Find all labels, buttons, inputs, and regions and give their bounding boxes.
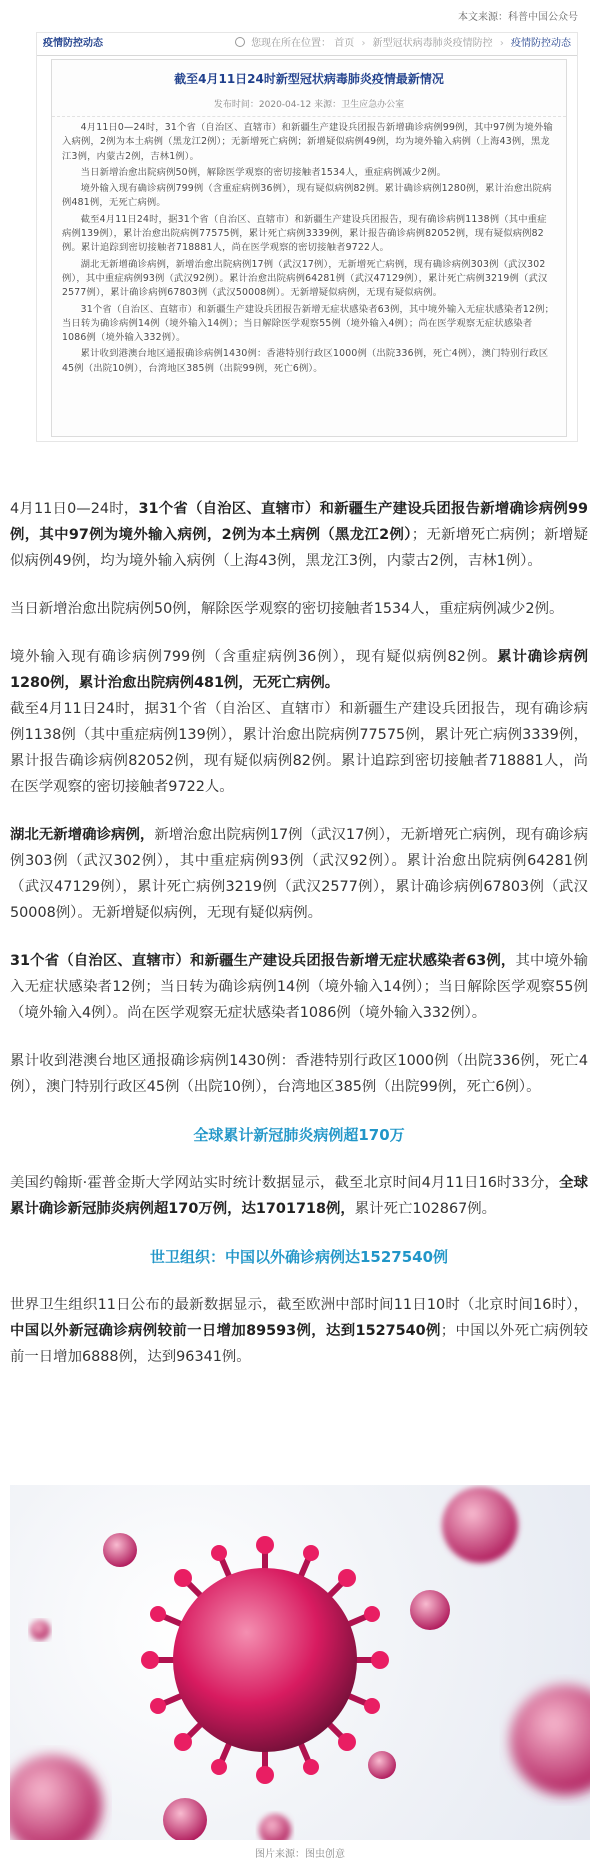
notice-paragraph: 31个省（自治区、直辖市）和新疆生产建设兵团报告新增无症状感染者63例，其中境外输入无症状感染者12例；当日转为确诊病例14例（境外输入14例）；当日解除医学观察55例（境外输入4例）；尚在医学观察无症状感染者1086例（境外输入332例）。 [62,303,555,344]
breadcrumb-separator: › [361,38,366,49]
text-run: 4月11日0—24时， [10,501,139,517]
bold-run: 31个省（自治区、直辖市）和新疆生产建设兵团报告新增无症状感染者63例， [10,953,516,969]
paragraph-asymptomatic [10,948,588,1026]
notice-card [51,59,567,437]
image-credit: 图片来源：图虫创意 [255,1849,345,1860]
text-run: 新增治愈出院病例17例（武汉17例），无新增死亡病例，现有确诊病例303例（武汉302例），其中重症病例93例（武汉92例）。累计治愈出院病例64281例（武汉47129例），累计死亡病例3219例（武汉2577例），累计确诊病例67803例（武汉50008例）。无新增疑似病例，无现有疑似病例。 [10,827,588,921]
article-source: 本文来源：科普中国公众号 [458,12,578,23]
paragraph-recovered: 当日新增治愈出院病例50例，解除医学观察的密切接触者1534人，重症病例减少2例。 [10,601,564,617]
paragraph-daily-new [10,496,588,574]
breadcrumb-section[interactable]: 新型冠状病毒肺炎疫情防控 [372,38,493,49]
section-heading-global: 全球累计新冠肺炎病例超170万 [193,1126,405,1144]
text-run: ；无新增死亡病例；新增疑似病例49例，均为境外输入病例（上海43例，黑龙江3例，内蒙古2例，吉林1例）。 [10,527,588,569]
bold-run: 中国以外新冠确诊病例较前一日增加89593例，达到1527540例 [10,1323,441,1339]
virus-illustration-svg [10,1485,590,1840]
breadcrumb-current[interactable]: 疫情防控动态 [511,38,571,49]
bold-run: 31个省（自治区、直辖市）和新疆生产建设兵团报告新增确诊病例99例，其中97例为境外输入病例，2例为本土病例（黑龙江2例） [10,501,588,543]
breadcrumb-prefix: 您现在所在位置： [251,38,332,49]
article-body [10,496,588,1370]
notice-paragraph: 累计收到港澳台地区通报确诊病例1430例：香港特别行政区1000例（出院336例，死亡4例），澳门特别行政区45例（出院10例），台湾地区385例（出院99例，死亡6例）。 [62,348,549,374]
notice-title: 截至4月11日24时新型冠状病毒肺炎疫情最新情况 [174,72,444,86]
bold-run: 累计确诊病例1280例，累计治愈出院病例481例，无死亡病例。 [10,649,588,691]
notice-screenshot [36,32,578,442]
notice-nav-title: 疫情防控动态 [43,38,103,49]
notice-body [52,117,566,376]
text-run: 累计死亡102867例。 [354,1201,497,1217]
breadcrumb [235,33,571,55]
notice-meta: 发布时间：2020-04-12 来源：卫生应急办公室 [52,97,566,117]
notice-paragraph: 当日新增治愈出院病例50例，解除医学观察的密切接触者1534人，重症病例减少2例。 [80,166,447,178]
text-run: 美国约翰斯·霍普金斯大学网站实时统计数据显示，截至北京时间4月11日16时33分， [10,1175,560,1191]
breadcrumb-separator: › [499,38,504,49]
text-run: 境外输入现有确诊病例799例（含重症病例36例），现有疑似病例82例。 [10,649,498,665]
paragraph-hubei [10,822,588,926]
section-heading-who: 世卫组织：中国以外确诊病例达1527540例 [149,1248,449,1266]
text-run: ；中国以外死亡病例较前一日增加6888例，达到96341例。 [10,1323,588,1365]
notice-paragraph: 4月11日0—24时，31个省（自治区、直辖市）和新疆生产建设兵团报告新增确诊病例99例，其中97例为境外输入病例，2例为本土病例（黑龙江2例）；无新增死亡病例；新增疑似病例49例，均为境外输入病例（上海43例，黑龙江3例，内蒙古2例，吉林1例）。 [62,122,553,162]
paragraph-cumulative: 截至4月11日24时，据31个省（自治区、直辖市）和新疆生产建设兵团报告，现有确诊病例1138例（其中重症病例139例），累计治愈出院病例77575例，累计死亡病例3339例，累计报告确诊病例82052例，现有疑似病例82例。累计追踪到密切接触者718881人，尚在医学观察的密切接触者9722人。 [10,701,588,795]
text-run: 其中境外输入无症状感染者12例；当日转为确诊病例14例（境外输入14例）；当日解除医学观察55例（境外输入4例）。尚在医学观察无症状感染者1086例（境外输入332例）。 [10,953,588,1021]
notice-paragraph: 湖北无新增确诊病例，新增治愈出院病例17例（武汉17例），无新增死亡病例，现有确诊病例303例（武汉302例），其中重症病例93例（武汉92例）。累计治愈出院病例64281例（武汉47129例），累计死亡病例3219例（武汉2577例），累计确诊病例67803例（武汉50008例）。无新增疑似病例，无现有疑似病例。 [62,258,548,299]
virus-particle-large [141,1536,389,1784]
breadcrumb-home[interactable]: 首页 [334,38,355,49]
virus-illustration [10,1485,590,1840]
bold-run: 全球累计确诊新冠肺炎病例超170万例，达1701718例， [10,1175,588,1217]
bold-run: 湖北无新增确诊病例， [10,827,155,843]
paragraph-hk-macau-taiwan: 累计收到港澳台地区通报确诊病例1430例：香港特别行政区1000例（出院336例，死亡4例），澳门特别行政区45例（出院10例），台湾地区385例（出院99例，死亡6例）。 [10,1053,588,1095]
paragraph-global [10,1170,588,1222]
home-icon [235,37,245,47]
text-run: 世界卫生组织11日公布的最新数据显示，截至欧洲中部时间11日10时（北京时间16时）， [10,1297,588,1313]
paragraph-who [10,1292,588,1370]
notice-paragraph: 境外输入现有确诊病例799例（含重症病例36例），现有疑似病例82例。累计确诊病例1280例，累计治愈出院病例481例，无死亡病例。 [62,183,552,209]
notice-nav-bar [37,33,577,56]
paragraph-imported [10,644,588,696]
notice-paragraph: 截至4月11日24时，据31个省（自治区、直辖市）和新疆生产建设兵团报告，现有确诊病例1138例（其中重症病例139例），累计治愈出院病例77575例，累计死亡病例3339例，累计报告确诊病例82052例，现有疑似病例82例。累计追踪到密切接触者718881人，尚在医学观察的密切接触者9722人。 [62,213,547,254]
